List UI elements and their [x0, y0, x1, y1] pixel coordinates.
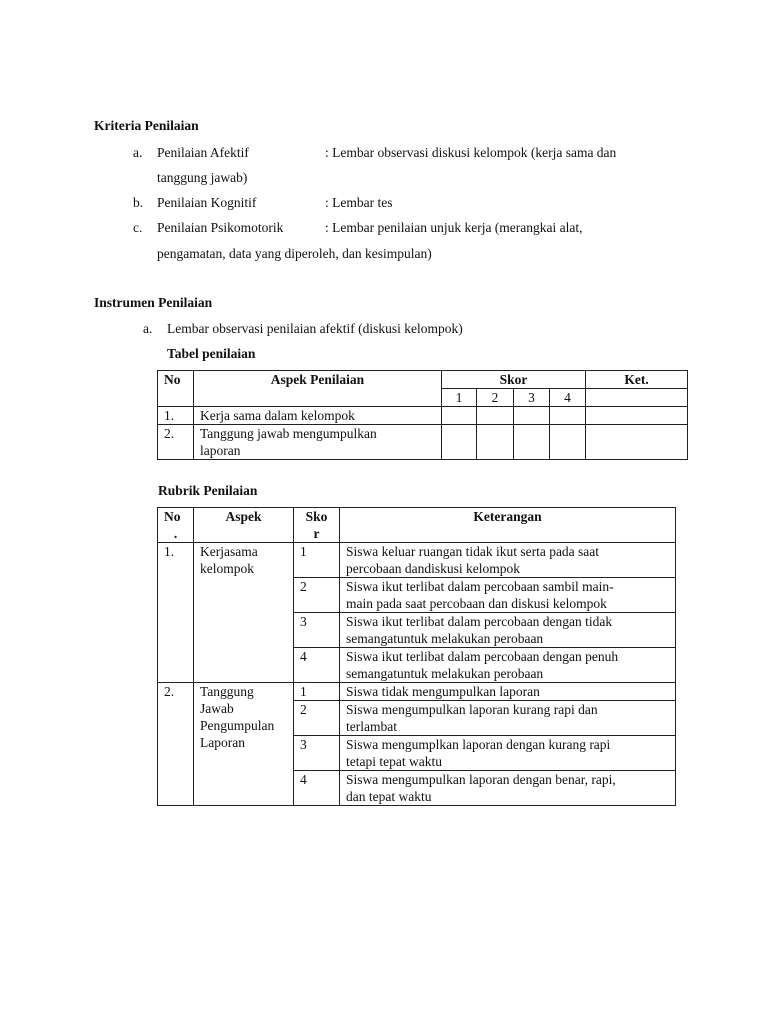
rubrik-table	[157, 507, 676, 806]
kriteria-item-label: Penilaian Psikomotorik	[157, 220, 284, 235]
rubrik-ket	[340, 648, 676, 683]
rubrik-header-skor-line: Sko	[305, 509, 328, 524]
rubrik-skor: 3	[294, 613, 340, 648]
rubrik-ket-line: semangatuntuk melakukan perobaan	[346, 631, 544, 646]
score-cell	[442, 407, 477, 425]
row-no: 1.	[158, 407, 194, 425]
rubrik-ket-line: Siswa tidak mengumpulkan laporan	[346, 684, 540, 699]
rubrik-skor: 4	[294, 648, 340, 683]
rubrik-aspek	[194, 683, 294, 806]
kriteria-item-letter: c.	[133, 220, 143, 235]
score-cell	[550, 407, 586, 425]
rubrik-ket-line: Siswa ikut terlibat dalam percobaan dengan tidak	[346, 614, 613, 629]
rubrik-skor: 1	[294, 683, 340, 701]
rubrik-skor: 4	[294, 771, 340, 806]
instrumen-item-text: Lembar observasi penilaian afektif (diskusi kelompok)	[167, 321, 463, 336]
header-skor: Skor	[442, 371, 586, 389]
rubrik-skor: 2	[294, 701, 340, 736]
score-cell	[442, 425, 477, 460]
rubrik-ket	[340, 683, 676, 701]
kriteria-item-continuation: pengamatan, data yang diperoleh, dan kesimpulan)	[157, 246, 432, 261]
rubrik-ket-line: Siswa mengumplkan laporan dengan kurang rapi	[346, 737, 611, 752]
rubrik-no: 2.	[158, 683, 194, 806]
rubrik-aspek-line: Tanggung	[200, 684, 254, 699]
score-3: 3	[514, 389, 550, 407]
score-cell	[514, 407, 550, 425]
rubrik-aspek	[194, 543, 294, 683]
table-row	[158, 425, 688, 460]
instrumen-item-letter: a.	[143, 321, 153, 336]
score-2: 2	[477, 389, 514, 407]
rubrik-aspek-line: Kerjasama	[200, 544, 258, 559]
score-4: 4	[550, 389, 586, 407]
table-row	[158, 543, 676, 578]
rubrik-ket-line: Siswa mengumpulkan laporan dengan benar, rapi,	[346, 772, 616, 787]
rubrik-ket-line: terlambat	[346, 719, 397, 734]
row-aspek	[194, 425, 442, 460]
kriteria-item-label: Penilaian Afektif	[157, 145, 249, 160]
rubrik-header-no	[158, 508, 194, 543]
rubrik-ket-line: main pada saat percobaan dan diskusi kelompok	[346, 596, 607, 611]
rubrik-ket-line: tetapi tepat waktu	[346, 754, 442, 769]
tabel-penilaian	[157, 370, 688, 460]
kriteria-item-value: : Lembar tes	[325, 195, 393, 210]
rubrik-ket-line: dan tepat waktu	[346, 789, 432, 804]
kriteria-item-value: : Lembar observasi diskusi kelompok (kerja sama dan	[325, 145, 617, 160]
rubrik-skor: 2	[294, 578, 340, 613]
score-cell	[550, 425, 586, 460]
row-no: 2.	[158, 425, 194, 460]
rubrik-ket-line: Siswa keluar ruangan tidak ikut serta pada saat	[346, 544, 600, 559]
ket-cell	[586, 389, 688, 407]
rubrik-ket-line: percobaan dandiskusi kelompok	[346, 561, 520, 576]
ket-cell	[586, 425, 688, 460]
table-row	[158, 407, 688, 425]
header-ket: Ket.	[586, 371, 688, 389]
kriteria-item-continuation: tanggung jawab)	[157, 170, 248, 185]
rubrik-ket	[340, 613, 676, 648]
kriteria-heading: Kriteria Penilaian	[94, 118, 199, 133]
rubrik-no: 1.	[158, 543, 194, 683]
row-aspek-line: Tanggung jawab mengumpulkan	[200, 426, 377, 441]
row-aspek: Kerja sama dalam kelompok	[194, 407, 442, 425]
instrumen-heading: Instrumen Penilaian	[94, 295, 213, 310]
rubrik-heading: Rubrik Penilaian	[158, 483, 258, 498]
score-cell	[477, 407, 514, 425]
ket-cell	[586, 407, 688, 425]
rubrik-ket	[340, 543, 676, 578]
score-cell	[477, 425, 514, 460]
kriteria-item-value: : Lembar penilaian unjuk kerja (merangkai alat,	[325, 220, 583, 235]
rubrik-header-ket: Keterangan	[340, 508, 676, 543]
row-aspek-line: laporan	[200, 443, 241, 458]
rubrik-ket	[340, 771, 676, 806]
header-aspek: Aspek Penilaian	[194, 371, 442, 407]
rubrik-header-no-line: .	[173, 526, 178, 541]
rubrik-header-skor-line: r	[313, 526, 320, 541]
rubrik-ket-line: Siswa mengumpulkan laporan kurang rapi dan	[346, 702, 598, 717]
header-no: No	[158, 371, 194, 407]
rubrik-aspek-line: Jawab	[200, 701, 234, 716]
rubrik-aspek-line: Pengumpulan	[200, 718, 275, 733]
rubrik-header-aspek: Aspek	[194, 508, 294, 543]
rubrik-aspek-line: Laporan	[200, 735, 245, 750]
kriteria-item-letter: a.	[133, 145, 143, 160]
rubrik-aspek-line: kelompok	[200, 561, 254, 576]
rubrik-ket	[340, 578, 676, 613]
score-cell	[514, 425, 550, 460]
score-1: 1	[442, 389, 477, 407]
kriteria-item-label: Penilaian Kognitif	[157, 195, 257, 210]
rubrik-skor: 1	[294, 543, 340, 578]
rubrik-ket-line: semangatuntuk melakukan perobaan	[346, 666, 544, 681]
table-row	[158, 683, 676, 701]
rubrik-header-skor	[294, 508, 340, 543]
kriteria-item-letter: b.	[133, 195, 144, 210]
tabel-penilaian-title: Tabel penilaian	[167, 346, 256, 361]
rubrik-ket-line: Siswa ikut terlibat dalam percobaan dengan penuh	[346, 649, 619, 664]
rubrik-ket	[340, 736, 676, 771]
rubrik-skor: 3	[294, 736, 340, 771]
rubrik-ket-line: Siswa ikut terlibat dalam percobaan sambil main-	[346, 579, 614, 594]
rubrik-header-no-line: No	[164, 509, 181, 524]
rubrik-ket	[340, 701, 676, 736]
